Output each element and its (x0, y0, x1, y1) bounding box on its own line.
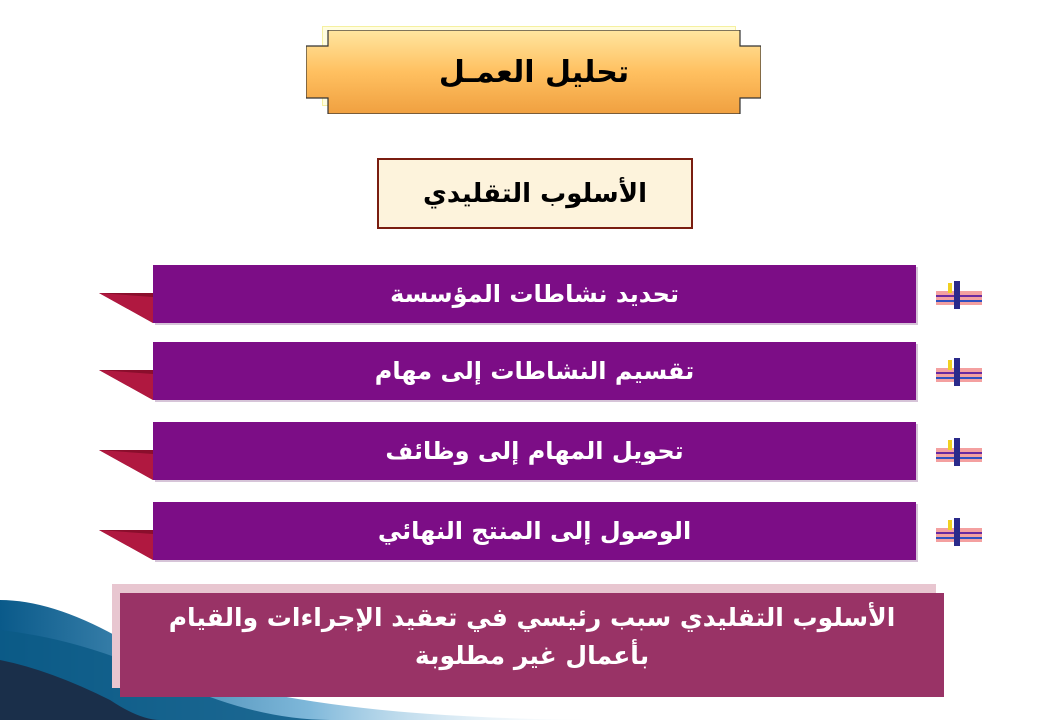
step-row (0, 342, 1040, 402)
step-label: الوصول إلى المنتج النهائي (153, 502, 916, 560)
arrow-tail-icon (99, 370, 155, 400)
arrow-tail-icon (99, 450, 155, 480)
page-title: تحليل العمـل (438, 54, 630, 90)
step-label: تقسيم النشاطات إلى مهام (153, 342, 916, 400)
arrow-tail-icon (99, 530, 155, 560)
step-label: تحويل المهام إلى وظائف (153, 422, 916, 480)
note-box (120, 593, 944, 697)
bullet-icon (934, 434, 986, 468)
step-row (0, 422, 1040, 482)
step-row (0, 502, 1040, 562)
note-line-1: الأسلوب التقليدي سبب رئيسي في تعقيد الإجراءات والقيام (168, 603, 896, 632)
step-label: تحديد نشاطات المؤسسة (153, 265, 916, 323)
note-line-2: بأعمال غير مطلوبة (414, 641, 650, 670)
bullet-icon (934, 514, 986, 548)
bullet-icon (934, 277, 986, 311)
subtitle: الأسلوب التقليدي (377, 158, 693, 229)
bullet-icon (934, 354, 986, 388)
arrow-tail-icon (99, 293, 155, 323)
step-row (0, 265, 1040, 325)
